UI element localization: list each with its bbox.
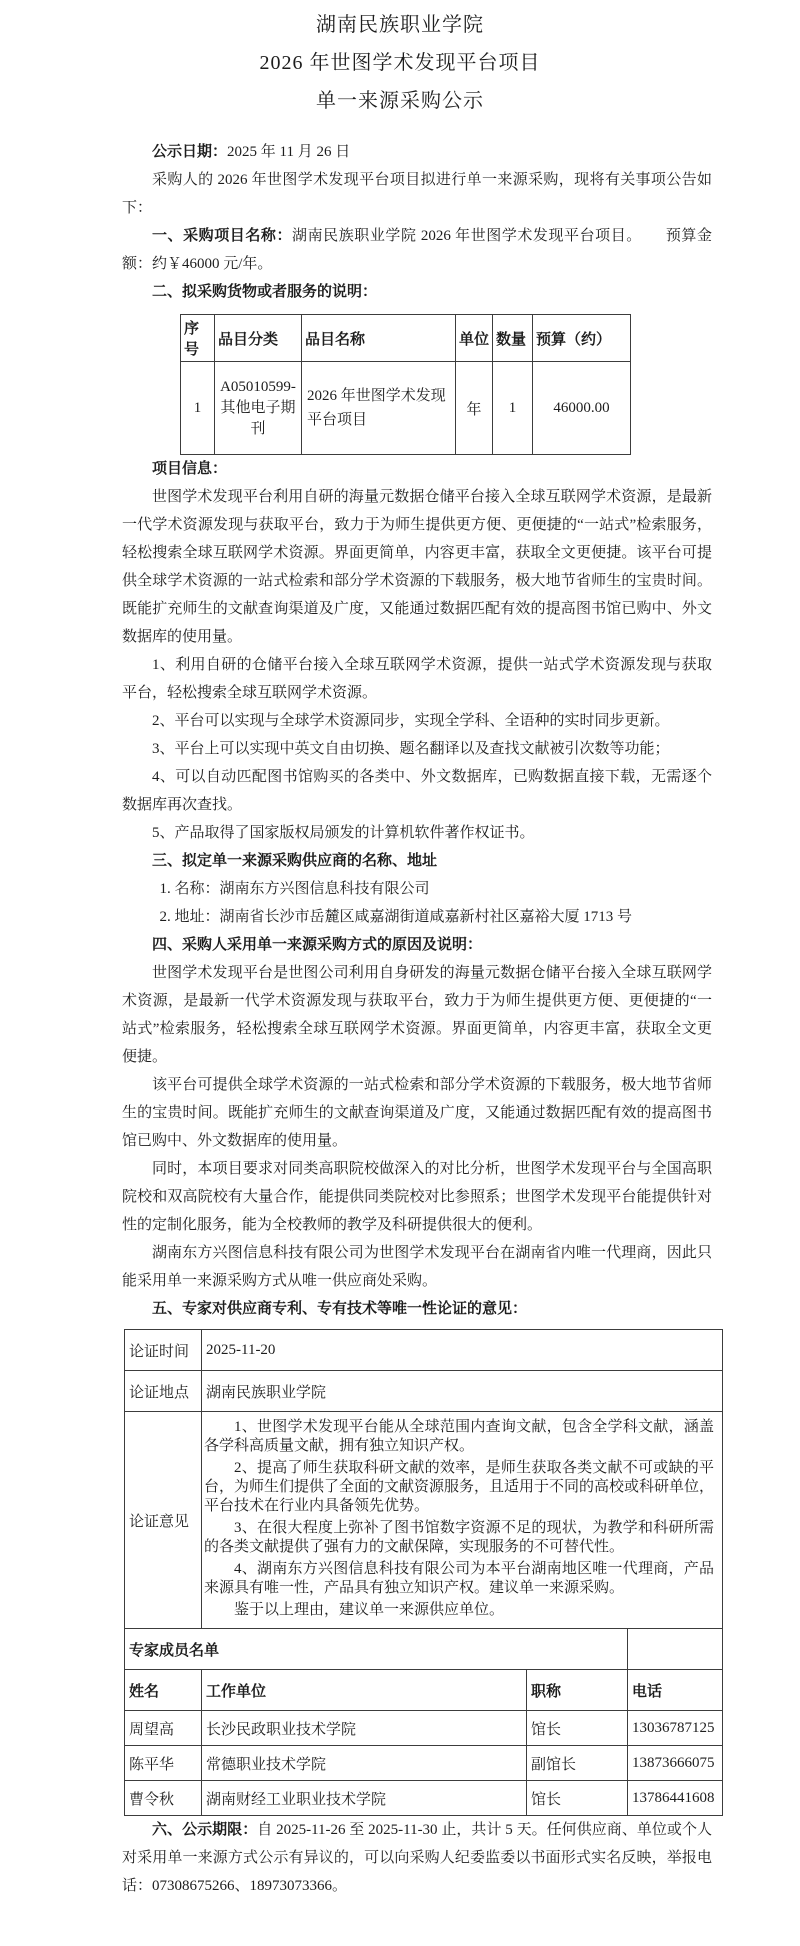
section-five-heading: 五、专家对供应商专利、专有技术等唯一性论证的意见： (152, 1301, 528, 1317)
expert-col-name: 姓名 (125, 1670, 202, 1711)
publicity-period-paragraph (122, 1816, 712, 1900)
expert-review-table (124, 1329, 723, 1816)
review-opinion-row (125, 1412, 723, 1629)
expert-members-label-row (125, 1629, 723, 1670)
opinion-item-3: 3、在很大程度上弥补了图书馆数字资源不足的现状，为教学和科研所需的各类文献提供了强有力的文献保障，实现服务的不可替代性。 (204, 1520, 715, 1555)
procurement-item-row (181, 362, 631, 455)
supplier-address-item: 2. 地址：湖南省长沙市岳麓区咸嘉湖街道咸嘉新村社区嘉裕大厦 1713 号 (159, 909, 633, 925)
col-header-seq: 序号 (181, 315, 215, 362)
expert-table-header-row (125, 1670, 723, 1711)
publish-date-value: 2025 年 11 月 26 日 (227, 144, 351, 160)
section-one-paragraph (122, 222, 712, 278)
review-time-label: 论证时间 (125, 1330, 202, 1371)
reason-paragraph-4: 湖南东方兴图信息科技有限公司为世图学术发现平台在湖南省内唯一代理商，因此只能采用单一来源采购方式从唯一供应商处采购。 (122, 1245, 712, 1289)
expert-org: 常德职业技术学院 (202, 1746, 527, 1781)
procurement-items-table (180, 314, 631, 455)
section-six-body: 自 2025-11-26 至 2025-11-30 止，共计 5 天。任何供应商、单位或个人对采用单一来源方式公示有异议的，可以向采购人纪委监委以书面形式实名反映，举报电话：07308675266、18973073366。 (122, 1822, 712, 1894)
document-title-line-2: 2026 年世图学术发现平台项目 (259, 52, 541, 74)
section-six-heading: 六、公示期限： (152, 1822, 258, 1838)
feature-item-5: 5、产品取得了国家版权局颁发的计算机软件著作权证书。 (152, 825, 535, 841)
expert-org: 湖南财经工业职业技术学院 (202, 1781, 527, 1816)
section-four-heading: 四、采购人采用单一来源采购方式的原因及说明： (152, 937, 483, 953)
item-budget: 46000.00 (533, 362, 631, 455)
expert-phone: 13786441608 (628, 1781, 723, 1816)
intro-paragraph: 采购人的 2026 年世图学术发现平台项目拟进行单一来源采购，现将有关事项公告如下： (122, 172, 712, 216)
opinion-item-1: 1、世图学术发现平台能从全球范围内查询文献，包含全学科文献，涵盖各学科高质量文献，拥有独立知识产权。 (204, 1419, 715, 1454)
expert-row-2 (125, 1746, 723, 1781)
expert-members-label: 专家成员名单 (125, 1629, 628, 1670)
expert-name: 曹令秋 (125, 1781, 202, 1816)
section-one-budget: 预算金额：约￥46000 元/年。 (122, 228, 712, 272)
expert-col-org: 工作单位 (202, 1670, 527, 1711)
expert-phone: 13873666075 (628, 1746, 723, 1781)
reason-paragraph-3: 同时，本项目要求对同类高职院校做深入的对比分析，世图学术发现平台与全国高职院校和双高院校有大量合作，能提供同类院校对比参照系；世图学术发现平台能提供针对性的定制化服务，能为全校教师的教学及科研提供很大的便利。 (122, 1161, 712, 1233)
review-place-row (125, 1371, 723, 1412)
review-time-row (125, 1330, 723, 1371)
expert-org: 长沙民政职业技术学院 (202, 1711, 527, 1746)
expert-row-3 (125, 1781, 723, 1816)
document-title-line-1: 湖南民族职业学院 (316, 14, 484, 36)
document-title-line-3: 单一来源采购公示 (316, 90, 484, 112)
review-time-value: 2025-11-20 (202, 1330, 723, 1371)
col-header-budget: 预算（约） (533, 315, 631, 362)
col-header-name: 品目名称 (302, 315, 456, 362)
expert-phone: 13036787125 (628, 1711, 723, 1746)
expert-name: 周望高 (125, 1711, 202, 1746)
expert-title: 馆长 (527, 1781, 628, 1816)
expert-members-empty-cell (628, 1629, 723, 1670)
procurement-items-header-row (181, 315, 631, 362)
item-unit: 年 (456, 362, 493, 455)
review-opinion-label: 论证意见 (125, 1412, 202, 1629)
review-opinion-content (202, 1412, 723, 1629)
expert-col-phone: 电话 (628, 1670, 723, 1711)
feature-item-3: 3、平台上可以实现中英文自由切换、题名翻译以及查找文献被引次数等功能； (152, 741, 670, 757)
item-category: A05010599-其他电子期刊 (215, 362, 302, 455)
section-three-heading: 三、拟定单一来源采购供应商的名称、地址 (152, 853, 438, 869)
expert-title: 馆长 (527, 1711, 628, 1746)
supplier-name-item: 1. 名称：湖南东方兴图信息科技有限公司 (159, 881, 430, 897)
feature-item-2: 2、平台可以实现与全球学术资源同步，实现全学科、全语种的实时同步更新。 (152, 713, 670, 729)
expert-name: 陈平华 (125, 1746, 202, 1781)
opinion-item-4: 4、湖南东方兴图信息科技有限公司为本平台湖南地区唯一代理商，产品来源具有唯一性，产品具有独立知识产权。建议单一来源采购。 (204, 1561, 715, 1596)
feature-item-1: 1、利用自研的仓储平台接入全球互联网学术资源，提供一站式学术资源发现与获取平台，轻松搜索全球互联网学术资源。 (122, 657, 712, 701)
section-one-body: 湖南民族职业学院 2026 年世图学术发现平台项目。 (292, 228, 642, 244)
item-qty: 1 (493, 362, 533, 455)
section-one-heading: 一、采购项目名称： (152, 228, 293, 244)
publish-date-label: 公示日期： (152, 144, 228, 160)
document-title (105, 6, 695, 120)
publish-date-line (122, 138, 712, 166)
feature-item-4: 4、可以自动匹配图书馆购买的各类中、外文数据库，已购数据直接下载，无需逐个数据库再次查找。 (122, 769, 712, 813)
item-seq: 1 (181, 362, 215, 455)
project-info-heading: 项目信息： (152, 461, 228, 477)
expert-row-1 (125, 1711, 723, 1746)
reason-paragraph-1: 世图学术发现平台是世图公司利用自身研发的海量元数据仓储平台接入全球互联网学术资源，是最新一代学术资源发现与获取平台，致力于为师生提供更方便、更便捷的“一站式”检索服务，轻松搜索全球互联网学术资源。界面更简单，内容更丰富，获取全文更便捷。 (122, 965, 712, 1065)
review-place-label: 论证地点 (125, 1371, 202, 1412)
feature-list (122, 651, 712, 847)
col-header-category: 品目分类 (215, 315, 302, 362)
project-info-text: 世图学术发现平台利用自研的海量元数据仓储平台接入全球互联网学术资源，是最新一代学术资源发现与获取平台，致力于为师生提供更方便、更便捷的“一站式”检索服务，轻松搜索全球互联网学术资源。界面更简单，内容更丰富，获取全文更便捷。该平台可提供全球学术资源的一站式检索和部分学术资源的下载服务，极大地节省师生的宝贵时间。既能扩充师生的文献查询渠道及广度，又能通过数据匹配有效的提高图书馆已购中、外文数据库的使用量。 (122, 489, 712, 645)
section-two-heading: 二、拟采购货物或者服务的说明： (152, 284, 378, 300)
opinion-item-2: 2、提高了师生获取科研文献的效率，是师生获取各类文献不可或缺的平台，为师生们提供了全面的文献资源服务，且适用于不同的高校或科研单位，平台技术在行业内具备领先优势。 (204, 1460, 715, 1514)
reason-paragraph-2: 该平台可提供全球学术资源的一站式检索和部分学术资源的下载服务，极大地节省师生的宝贵时间。既能扩充师生的文献查询渠道及广度，又能通过数据匹配有效的提高图书馆已购中、外文数据库的使用量。 (122, 1077, 712, 1149)
opinion-conclusion: 鉴于以上理由，建议单一来源供应单位。 (234, 1602, 505, 1618)
item-name: 2026 年世图学术发现平台项目 (302, 362, 456, 455)
expert-col-title: 职称 (527, 1670, 628, 1711)
col-header-qty: 数量 (493, 315, 533, 362)
col-header-unit: 单位 (456, 315, 493, 362)
expert-title: 副馆长 (527, 1746, 628, 1781)
review-place-value: 湖南民族职业学院 (202, 1371, 723, 1412)
